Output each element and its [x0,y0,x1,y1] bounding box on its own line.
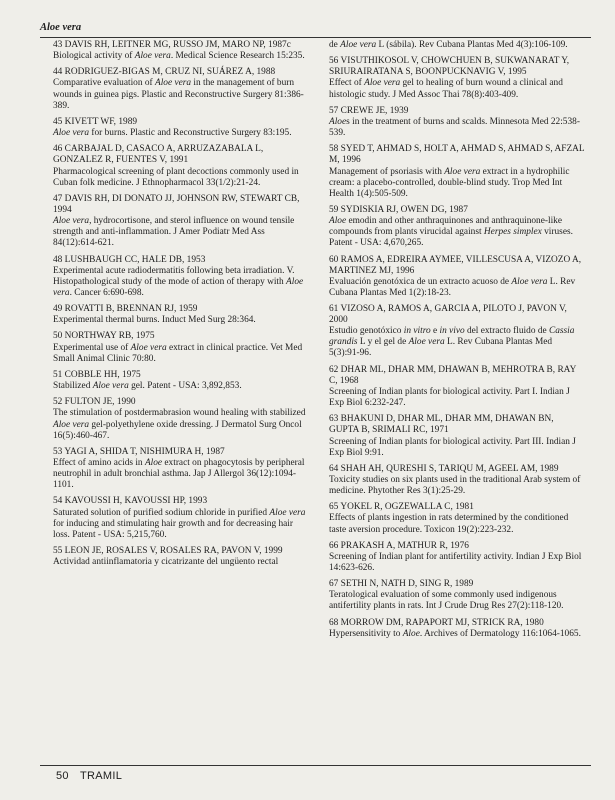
reference-entry [329,502,585,535]
reference-entry [329,144,585,199]
reference-entry [329,541,585,574]
reference-entry [329,205,585,249]
reference-authors: 62 DHAR ML, DHAR MM, DHAWAN B, MEHROTRA B, RAY C, 1968 [329,364,576,386]
reference-authors: 59 SYDISKIA RJ, OWEN DG, 1987 [329,204,468,215]
footer-rule [40,765,591,766]
reference-citation: Screening of Indian plants for biological activity. Part I. Indian J Exp Biol 6:232-247. [329,386,570,409]
reference-citation: Experimental acute radiodermatitis following beta irradiation. V. Histopathological study of the mode of action of therapy with Aloe vera. Cancer 6:690-698. [53,265,304,298]
reference-authors: 45 KIVETT WF, 1989 [53,116,138,127]
reference-authors: 61 VIZOSO A, RAMOS A, GARCIA A, PILOTO J, PAVON V, 2000 [329,304,567,326]
reference-citation: The stimulation of postdermabrasion wound healing with stabilized Aloe vera gel-polyethylene oxide dressing. J Dermatol Surg Oncol 16(5):460-467. [53,408,306,441]
reference-authors: 44 RODRIGUEZ-BIGAS M, CRUZ NI, SUÁREZ A, 1988 [53,67,276,78]
reference-citation: Aloe vera, hydrocortisone, and sterol influence on wound tensile strength and anti-inflammation. J Amer Podiatr Med Ass 84(12):614-621. [53,216,295,249]
reference-citation: Evaluación genotóxica de un extracto acuoso de Aloe vera L. Rev Cubana Plantas Med 1(2):18-23. [329,276,576,298]
reference-entry [329,464,585,497]
reference-authors: 54 KAVOUSSI H, KAVOUSSI HP, 1993 [53,496,208,507]
reference-authors: 51 COBBLE HH, 1975 [53,369,141,380]
reference-entry [53,67,311,111]
reference-citation: Effects of plants ingestion in rats determined by the conditioned taste aversion procedure. Toxicon 19(2):223-232. [329,513,569,535]
reference-entry [329,106,585,139]
reference-citation: Aloes in the treatment of burns and scalds. Minnesota Med 22:538-539. [329,116,580,139]
reference-citation: Effect of Aloe vera gel to healing of burn wound a clinical and histologic study. J Med Assoc Thai 78(8):403-409. [329,78,563,100]
reference-entry [53,447,311,491]
reference-entry [329,40,585,51]
reference-entry [329,56,585,100]
reference-entry [53,255,311,299]
reference-entry [329,414,585,458]
reference-citation: Experimental thermal burns. Induct Med Surg 28:364. [53,315,256,326]
reference-citation: Effect of amino acids in Aloe extract on phagocytosis by peripheral neutrophil in adult bronchial asthma. Jap J Allergol 36(12):1094-1101. [53,457,305,491]
reference-entry [53,304,311,326]
reference-entry [53,194,311,249]
reference-authors: 67 SETHI N, NATH D, SING R, 1989 [329,579,474,590]
header-rule [40,37,591,38]
reference-citation: Aloe vera for burns. Plastic and Reconstructive Surgery 83:195. [53,128,292,139]
reference-citation: Actividad antiinflamatoria y cicatrizante del ungüento rectal [53,557,279,568]
reference-citation: Teratological evaluation of some commonly used indigenous antifertility plants in rats. Int J Crude Drug Res 27(2):118-120. [329,590,564,612]
reference-authors: 46 CARBAJAL D, CASACO A, ARRUZAZABALA L, GONZALEZ R, FUENTES V, 1991 [53,144,264,166]
reference-entry [53,144,311,188]
reference-authors: 53 YAGI A, SHIDA T, NISHIMURA H, 1987 [53,446,225,457]
reference-citation: Stabilized Aloe vera gel. Patent - USA: 3,892,853. [53,381,242,392]
reference-citation: Screening of Indian plant for antifertility activity. Indian J Exp Biol 14:623-626. [329,551,582,573]
reference-citation: Comparative evaluation of Aloe vera in the management of burn wounds in guinea pigs. Plastic and Reconstructive Surgery 81:386-389. [53,78,304,111]
reference-citation: Experimental use of Aloe vera extract in clinical practice. Vet Med Small Animal Clinic 70:80. [53,342,303,364]
reference-authors: 55 LEON JE, ROSALES V, ROSALES RA, PAVON V, 1999 [53,546,283,556]
page-number: 50 [56,770,69,782]
reference-authors: 60 RAMOS A, EDREIRA AYMEE, VILLESCUSA A, VIZOZO A, MARTINEZ MJ, 1996 [329,254,582,276]
reference-authors: 47 DAVIS RH, DI DONATO JJ, JOHNSON RW, STEWART CB, 1994 [53,193,300,215]
reference-citation: Saturated solution of purified sodium chloride in purified Aloe vera for inducing and stimulating hair growth and for decreasing hair loss. Patent - USA: 5,215,760. [53,507,306,540]
reference-authors: 56 VISUTHIKOSOL V, CHOWCHUEN B, SUKWANARAT Y, SRIURAIRATANA S, BOONPUCKNAVIG V, 1995 [329,56,570,78]
reference-authors: 48 LUSHBAUGH CC, HALE DB, 1953 [53,254,206,265]
reference-authors: 63 BHAKUNI D, DHAR ML, DHAR MM, DHAWAN BN, GUPTA B, SRIMALI RC, 1971 [329,414,554,436]
reference-citation: de Aloe vera L (sábila). Rev Cubana Plantas Med 4(3):106-109. [329,40,568,50]
reference-citation: Aloe emodin and other anthraquinones and anthraquinone-like compounds from plants virucidal against Herpes simplex viruses. Patent - USA: 4,670,265. [329,216,573,249]
reference-authors: 57 CREWE JE, 1939 [329,105,409,116]
reference-authors: 43 DAVIS RH, LEITNER MG, RUSSO JM, MARO NP, 1987c [53,40,291,50]
reference-authors: 65 YOKEL R, OGZEWALLA C, 1981 [329,502,474,513]
reference-entry [329,579,585,612]
page-footer [56,770,122,782]
references-left-column [53,40,311,573]
reference-authors: 50 NORTHWAY RB, 1975 [53,331,155,342]
reference-entry [53,117,311,139]
reference-citation: Hypersensitivity to Aloe. Archives of Dermatology 116:1064-1065. [329,628,581,639]
reference-entry [329,255,585,299]
reference-entry [53,397,311,441]
reference-authors: 58 SYED T, AHMAD S, HOLT A, AHMAD S, AHMAD S, AFZAL M, 1996 [329,144,585,166]
reference-entry [53,370,311,392]
reference-authors: 49 ROVATTI B, BRENNAN RJ, 1959 [53,304,198,315]
references-right-column [329,40,585,645]
reference-authors: 68 MORROW DM, RAPAPORT MJ, STRICK RA, 1980 [329,617,544,628]
reference-authors: 64 SHAH AH, QURESHI S, TARIQU M, AGEEL AM, 1989 [329,463,559,474]
reference-citation: Estudio genotóxico in vitro e in vivo del extracto fluido de Cassia grandis L y el gel de Aloe vera L. Rev Cubana Plantas Med 5(3):91-96. [329,326,575,359]
reference-entry [53,546,311,568]
reference-citation: Pharmacological screening of plant decoctions commonly used in Cuban folk medicine. J Ethnopharmacol 33(1/2):21-24. [53,166,299,188]
reference-entry [53,331,311,364]
reference-entry [329,304,585,359]
reference-authors: 66 PRAKASH A, MATHUR R, 1976 [329,540,469,551]
reference-authors: 52 FULTON JE, 1990 [53,397,136,408]
reference-citation: Screening of Indian plants for biological activity. Part III. Indian J Exp Biol 9:91. [329,436,576,458]
reference-citation: Biological activity of Aloe vera. Medical Science Research 15:235. [53,51,305,62]
reference-entry [53,40,311,62]
running-title: Aloe vera [40,22,82,33]
reference-citation: Toxicity studies on six plants used in the traditional Arab system of medicine. Phytother Res 3(1):25-29. [329,474,581,497]
reference-entry [329,618,585,640]
reference-entry [53,496,311,540]
publisher-name: TRAMIL [80,770,123,782]
reference-entry [329,365,585,409]
reference-citation: Management of psoriasis with Aloe vera extract in a hydrophilic cream: a placebo-controlled, double-blind study. Trop Med Int Health 1(4):505-509. [329,166,570,199]
